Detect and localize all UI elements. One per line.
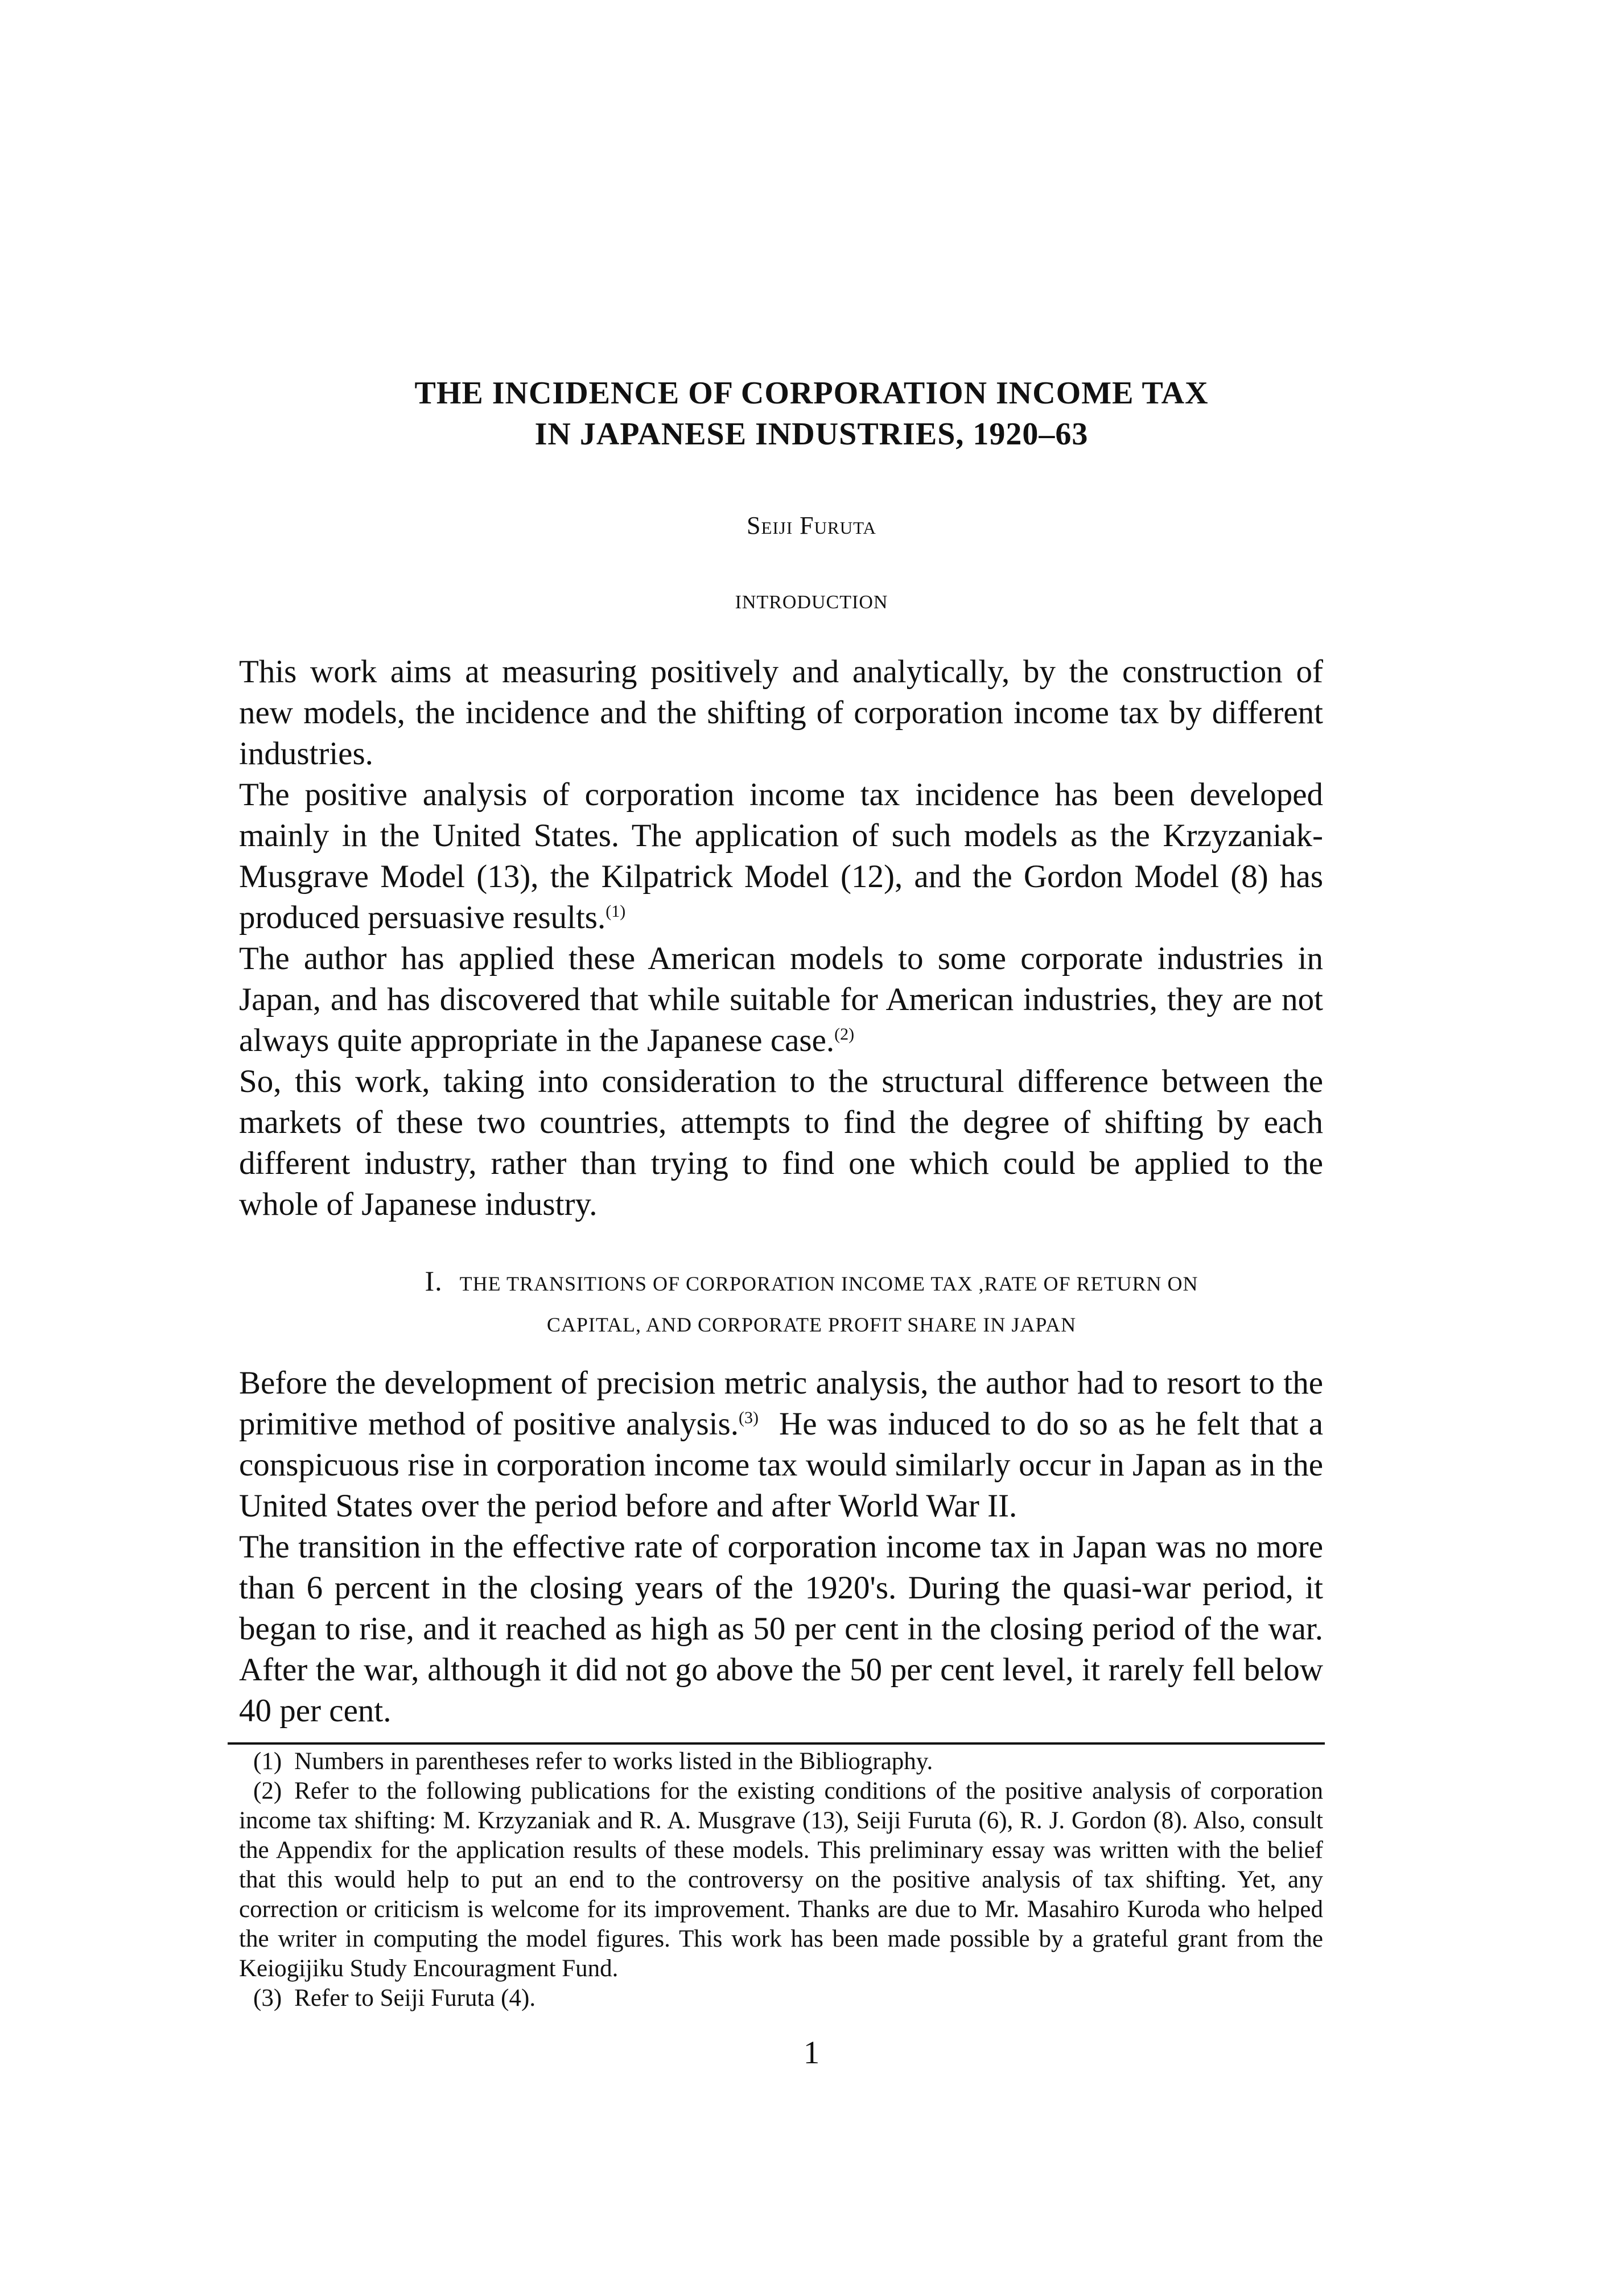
section-paragraph-1: Before the development of precision metric analysis, the author had to resort to the primitive method of positive analysis.$^{(3)}$ He was induced to do so as he felt that a conspicuous rise in corporation income tax would similarly occur in Japan as in the United States over the period before and after World War II. — [239, 1365, 1323, 1524]
footnote-ref-3[interactable]: (3) — [738, 1408, 759, 1427]
footnote-3: (3) Refer to Seiji Furuta (4). — [253, 1985, 536, 2011]
intro-paragraph-4: So, this work, taking into consideration to the structural difference between the markets of these two countries, attempts to find the degree of shifting by each different industry, rather than trying to find one which could be applied to the whole of Japanese industry. — [239, 1064, 1323, 1222]
introduction-heading: INTRODUCTION — [735, 592, 888, 613]
footnote-1: (1) Numbers in parentheses refer to works listed in the Bibliography. — [253, 1748, 933, 1775]
footnote-2: (2) Refer to the following publications for the existing conditions of the positive analysis of corporation income tax shifting: M. Krzyzaniak and R. A. Musgrave (13), Seiji Furuta (6), R. J. Gordon (8). Also, consult the Appendix for the application results of these models. This preliminary essay was written with the belief that this would help to put an end to the controversy on the positive analysis of tax shifting. Yet, any correction or criticism is welcome for its improvement. Thanks are due to Mr. Masahiro Kuroda who helped the writer in computing the model figures. This work has been made possible by a grateful grant from the Keiogijiku Study Encouragment Fund. — [239, 1778, 1323, 1982]
section-1-body — [239, 1363, 1323, 1732]
footnote-ref-1[interactable]: (1) — [605, 902, 626, 921]
section-number: I. — [425, 1265, 443, 1297]
footnote-ref-2[interactable]: (2) — [834, 1025, 855, 1044]
author-name: Seiji Furuta — [747, 512, 876, 539]
section-paragraph-2: The transition in the effective rate of corporation income tax in Japan was no more than 6 percent in the closing years of the 1920's. During the quasi-war period, it began to rise, and it reached as high as 50 per cent in the closing period of the war. After the war, although it did not go above the 50 per cent level, it rarely fell below 40 per cent. — [239, 1529, 1323, 1729]
title-line-2: IN JAPANESE INDUSTRIES, 1920–63 — [534, 417, 1089, 452]
section-heading-line-2: CAPITAL, AND CORPORATE PROFIT SHARE IN JAPAN — [546, 1313, 1077, 1336]
section-1-heading — [0, 1260, 1623, 1345]
intro-paragraph-3: The author has applied these American models to some corporate industries in Japan, and has discovered that while suitable for American industries, they are not always quite appropriate in the Japanese case.$^{(2)}$ — [239, 941, 1323, 1058]
introduction-body — [239, 652, 1323, 1225]
intro-paragraph-2: The positive analysis of corporation income tax incidence has been developed mainly in the United States. The application of such models as the Krzyzaniak-Musgrave Model (13), the Kilpatrick Model (12), and the Gordon Model (8) has produced persuasive results.$^{(1)}$ — [239, 777, 1323, 935]
section-heading-line-1: THE TRANSITIONS OF CORPORATION INCOME TAX ,RATE OF RETURN ON — [459, 1272, 1198, 1295]
intro-paragraph-1: This work aims at measuring positively and analytically, by the construction of new models, the incidence and the shifting of corporation income tax by different industries. — [239, 654, 1323, 772]
paper-title — [0, 373, 1623, 455]
title-line-1: THE INCIDENCE OF CORPORATION INCOME TAX — [414, 376, 1209, 411]
footnotes — [239, 1747, 1323, 2013]
footnote-divider — [228, 1742, 1325, 1745]
page-number: 1 — [803, 2035, 820, 2071]
